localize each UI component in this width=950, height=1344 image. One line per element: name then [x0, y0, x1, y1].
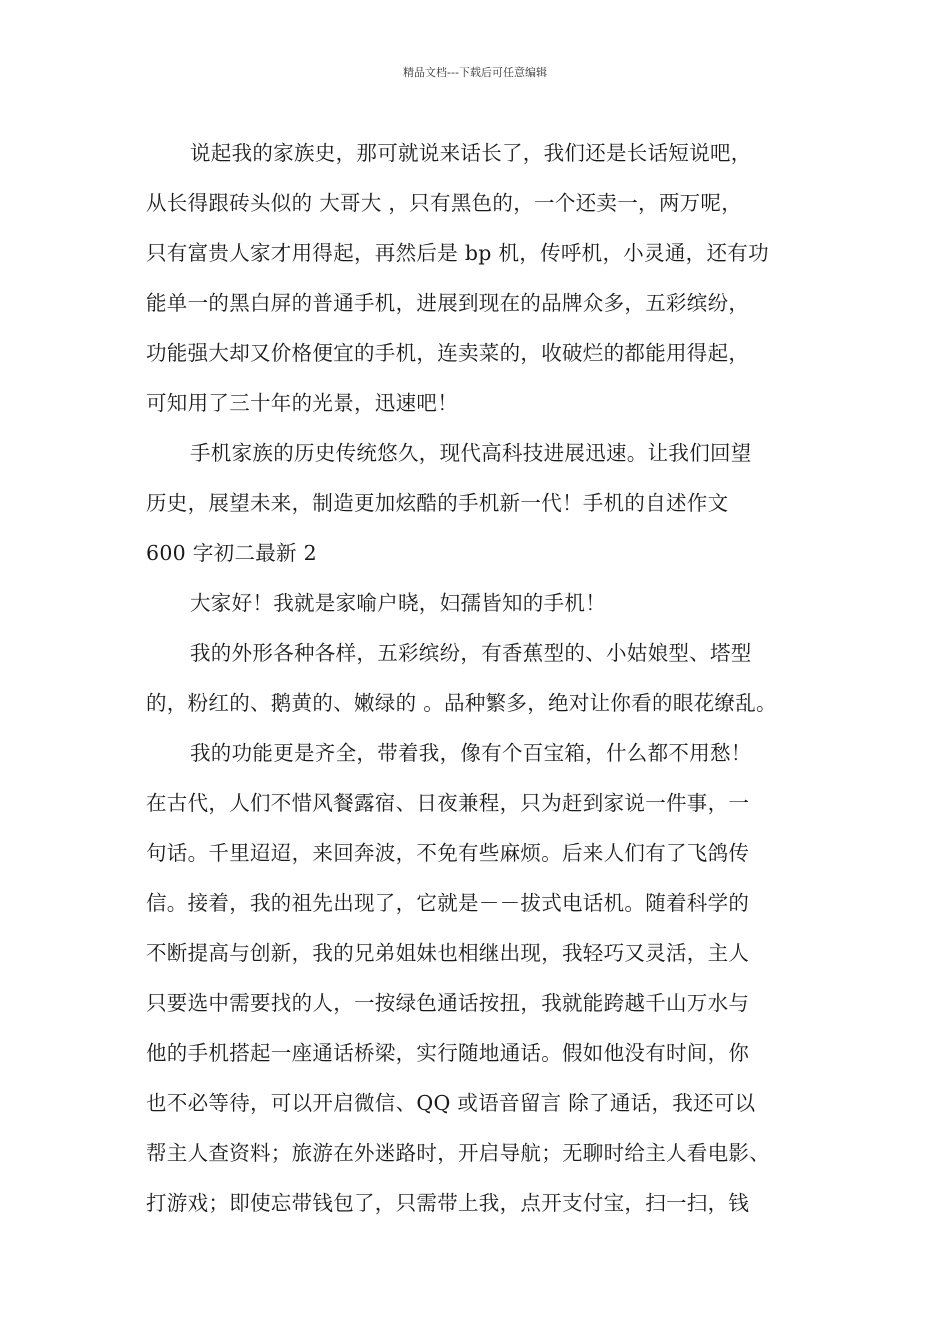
- text-line: 帮主人查资料；旅游在外迷路时，开启导航；无聊时给主人看电影、: [146, 1141, 770, 1165]
- text-line: 我的外形各种各样，五彩缤纷，有香蕉型的、小姑娘型、塔型: [190, 641, 752, 665]
- text-line: 只要选中需要找的人，一按绿色通话按扭，我就能跨越千山万水与: [146, 991, 750, 1015]
- text-line: 句话。千里迢迢，来回奔波，不免有些麻烦。后来人们有了飞鸽传: [146, 841, 750, 865]
- text-line: 从长得跟砖头似的 大哥大 ，只有黑色的，一个还卖一，两万呢，: [146, 191, 743, 215]
- text-line: 说起我的家族史，那可就说来话长了，我们还是长话短说吧，: [190, 141, 752, 165]
- text-line: 的，粉红的、鹅黄的、嫩绿的 。品种繁多，绝对让你看的眼花缭乱。: [146, 691, 777, 715]
- text-line: 在古代，人们不惜风餐露宿、日夜兼程，只为赶到家说一件事，一: [146, 791, 750, 815]
- text-line: 他的手机搭起一座通话桥梁，实行随地通话。假如他没有时间，你: [146, 1041, 750, 1065]
- text-line: 不断提高与创新，我的兄弟姐妹也相继出现，我轻巧又灵活，主人: [146, 941, 750, 965]
- text-line: 600 字初二最新 2: [146, 541, 318, 565]
- page-header: 精品文档---下载后可任意编辑: [403, 66, 547, 79]
- text-line: 历史，展望未来，制造更加炫酷的手机新一代！手机的自述作文: [146, 491, 729, 515]
- text-line: 也不必等待，可以开启微信、QQ 或语音留言 除了通话，我还可以: [146, 1091, 756, 1115]
- text-line: 我的功能更是齐全，带着我，像有个百宝箱，什么都不用愁！: [190, 741, 752, 765]
- text-line: 打游戏；即使忘带钱包了，只需带上我，点开支付宝，扫一扫，钱: [146, 1191, 750, 1215]
- text-line: 能单一的黑白屏的普通手机，进展到现在的品牌众多，五彩缤纷，: [146, 291, 750, 315]
- text-line: 手机家族的历史传统悠久，现代高科技进展迅速。让我们回望: [190, 441, 752, 465]
- document-body: [146, 128, 826, 1228]
- text-line: 功能强大却又价格便宜的手机，连卖菜的，收破烂的都能用得起，: [146, 341, 750, 365]
- text-line: 信。接着，我的祖先出现了，它就是－－拔式电话机。随着科学的: [146, 891, 750, 915]
- text-line: 只有富贵人家才用得起，再然后是 bp 机，传呼机，小灵通，还有功: [146, 241, 769, 265]
- text-line: 可知用了三十年的光景，迅速吧！: [146, 391, 458, 415]
- text-line: 大家好！我就是家喻户晓，妇孺皆知的手机！: [190, 591, 606, 615]
